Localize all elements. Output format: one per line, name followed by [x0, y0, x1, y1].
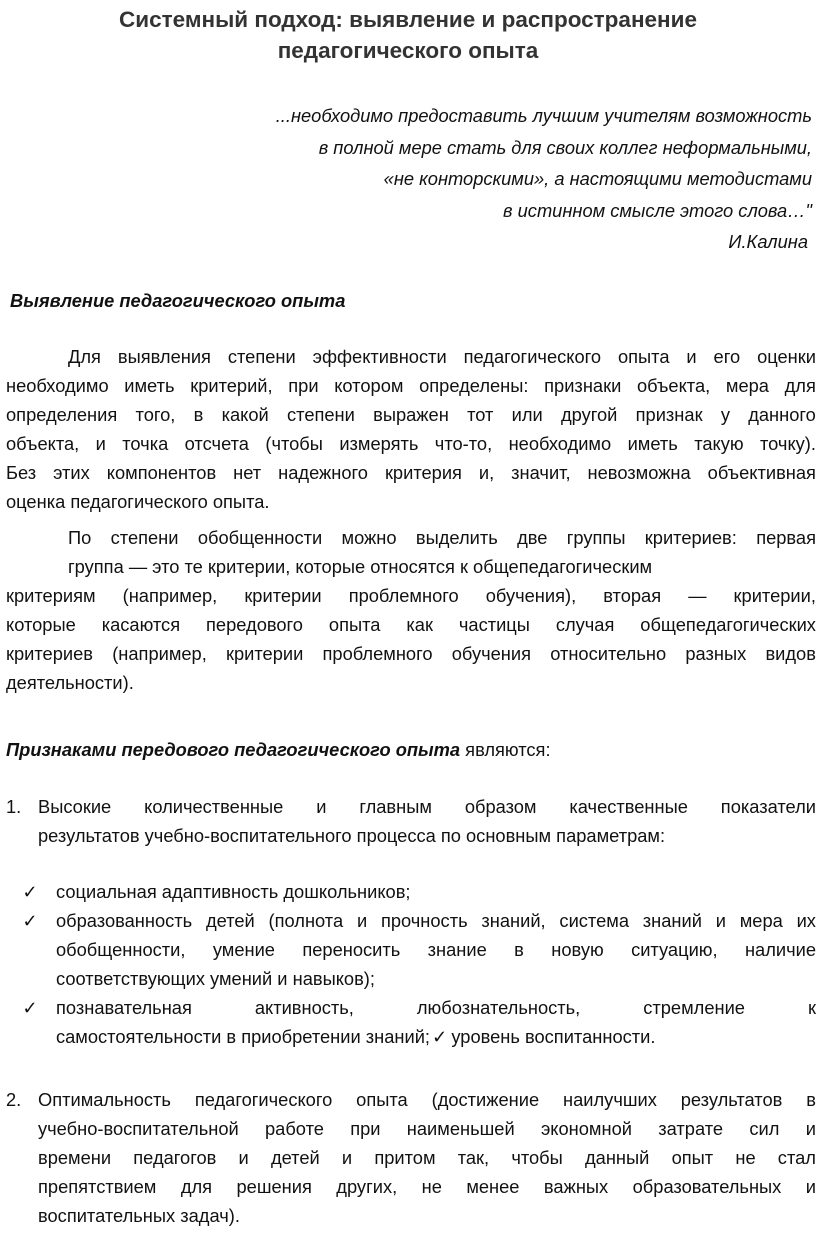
- word: не: [421, 1176, 442, 1197]
- word: образованность: [56, 910, 193, 931]
- checklist-item: [20, 906, 816, 993]
- word: Для: [68, 346, 101, 367]
- word: активность,: [254, 997, 354, 1018]
- paragraph-line: [56, 1022, 816, 1051]
- checkmark-icon: ✓: [22, 997, 38, 1018]
- item-number: 1.: [6, 796, 22, 817]
- word: относительно: [550, 643, 667, 664]
- word: времени: [38, 1147, 112, 1168]
- word: (например,: [122, 585, 218, 606]
- word: измерять: [339, 433, 419, 454]
- word: в: [806, 1089, 816, 1110]
- word: иметь: [124, 375, 175, 396]
- document-title: [0, 4, 816, 66]
- paragraph-line: [38, 1114, 816, 1143]
- paragraph-line: [6, 371, 816, 400]
- word: нет: [233, 462, 262, 483]
- word: такую: [694, 433, 744, 454]
- paragraph-line: [6, 342, 816, 371]
- paragraph-line: [6, 523, 816, 552]
- checkmark-icon: ✓: [432, 1026, 448, 1047]
- word: обучения),: [485, 585, 577, 606]
- word: группы: [566, 527, 626, 548]
- word: случая: [555, 614, 615, 635]
- word: работе: [265, 1118, 324, 1139]
- word: Оптимальность: [38, 1089, 171, 1110]
- word: этих: [53, 462, 90, 483]
- paragraph-line: [56, 906, 816, 935]
- word: обучения: [451, 643, 531, 664]
- word: степени: [287, 404, 355, 425]
- word: в: [193, 404, 204, 425]
- epigraph-line: «не конторскими», а настоящими методистами: [383, 168, 812, 189]
- word: критериям: [6, 585, 96, 606]
- word: Без: [6, 462, 37, 483]
- word: менее: [466, 1176, 520, 1197]
- word: По: [68, 527, 92, 548]
- paragraph-groups: [6, 523, 816, 697]
- word: педагогического: [463, 346, 602, 367]
- item-content: [38, 792, 816, 850]
- word: выделить: [415, 527, 498, 548]
- word: прочность: [380, 910, 468, 931]
- word: и: [715, 910, 726, 931]
- word: выражен: [373, 404, 449, 425]
- word: умение: [212, 939, 275, 960]
- item-content: [38, 1085, 816, 1230]
- word: компонентов: [106, 462, 217, 483]
- paragraph-criteria: [6, 342, 816, 516]
- word: и: [805, 1176, 816, 1197]
- word: какой: [221, 404, 269, 425]
- word: показатели: [720, 796, 816, 817]
- checklist-item: [20, 993, 816, 1051]
- word: любознательность,: [416, 997, 581, 1018]
- word: опыт: [671, 1147, 714, 1168]
- paragraph-line: [38, 792, 816, 821]
- word: критерии,: [733, 585, 816, 606]
- word: обобщенности,: [56, 939, 186, 960]
- word: для: [784, 375, 816, 396]
- features-heading-emphasis: Признаками передового педагогического опыта: [6, 739, 461, 760]
- word: тот: [467, 404, 494, 425]
- word: при: [350, 1118, 381, 1139]
- word: препятствием: [38, 1176, 157, 1197]
- word: обобщенности: [197, 527, 323, 548]
- word: не: [735, 1147, 756, 1168]
- paragraph-line: [6, 639, 816, 668]
- word: котором: [334, 375, 404, 396]
- word: так,: [457, 1147, 490, 1168]
- word: экономной: [540, 1118, 632, 1139]
- word: (чтобы: [265, 433, 323, 454]
- word: как: [406, 614, 433, 635]
- word: значит,: [511, 462, 571, 483]
- word: главным: [359, 796, 432, 817]
- word: вторая: [603, 585, 662, 606]
- paragraph-line: [6, 610, 816, 639]
- paragraph-line: оценка педагогического опыта.: [6, 491, 270, 512]
- word: при: [288, 375, 319, 396]
- title-line: Системный подход: выявление и распространение: [119, 7, 697, 32]
- paragraph-line: [56, 935, 816, 964]
- word: к: [807, 997, 816, 1018]
- paragraph-line: деятельности).: [6, 672, 134, 693]
- word: что-то,: [434, 433, 493, 454]
- word: его: [713, 346, 741, 367]
- word: видов: [765, 643, 816, 664]
- word: критериев:: [644, 527, 737, 548]
- word: критериев: [6, 643, 93, 664]
- word: детей: [270, 1147, 320, 1168]
- word: надежного: [278, 462, 368, 483]
- word: критерии: [244, 585, 322, 606]
- word: степени: [227, 346, 296, 367]
- word: общепедагогических: [640, 614, 816, 635]
- paragraph-line: [38, 1172, 816, 1201]
- word: частицы: [458, 614, 530, 635]
- features-heading-rest: являются:: [460, 739, 551, 760]
- word: детей: [205, 910, 255, 931]
- line-text: уровень воспитанности.: [451, 1026, 656, 1047]
- word: проблемного: [348, 585, 459, 606]
- word: наилучших: [563, 1089, 657, 1110]
- word: иметь: [627, 433, 678, 454]
- word: количественные: [144, 796, 284, 817]
- word: оценки: [757, 346, 816, 367]
- word: объективная: [707, 462, 816, 483]
- word: первая: [756, 527, 816, 548]
- paragraph-line: группа — это те критерии, которые относятся к общепедагогическим: [68, 556, 653, 577]
- paragraph-line: [38, 1143, 816, 1172]
- word: важных: [543, 1176, 609, 1197]
- title-line: педагогического опыта: [277, 38, 539, 63]
- word: новую: [551, 939, 604, 960]
- word: и: [238, 1147, 249, 1168]
- paragraph-line: соответствующих умений и навыков);: [56, 968, 375, 989]
- word: опыта: [617, 346, 670, 367]
- section-heading: Выявление педагогического опыта: [10, 290, 346, 311]
- word: две: [517, 527, 548, 548]
- word: проблемного: [322, 643, 433, 664]
- paragraph-line: [6, 458, 816, 487]
- word: в: [514, 939, 524, 960]
- word: (например,: [112, 643, 207, 664]
- paragraph-line: [6, 429, 816, 458]
- line-text: самостоятельности в приобретении знаний;: [56, 1026, 431, 1047]
- word: и: [316, 796, 327, 817]
- word: необходимо: [6, 375, 109, 396]
- word: объекта,: [6, 433, 80, 454]
- paragraph-line: [6, 581, 816, 610]
- word: затрате: [658, 1118, 724, 1139]
- word: невозможна: [587, 462, 691, 483]
- word: точку).: [759, 433, 816, 454]
- word: данный: [584, 1147, 650, 1168]
- word: Высокие: [38, 796, 112, 817]
- word: признаки: [544, 375, 622, 396]
- word: учебно-воспитательной: [38, 1118, 239, 1139]
- word: можно: [341, 527, 397, 548]
- word: их: [796, 910, 816, 931]
- word: и: [356, 910, 368, 931]
- word: стремление: [643, 997, 745, 1018]
- checklist: [20, 877, 816, 1051]
- epigraph-author: И.Калина: [728, 231, 808, 252]
- word: (полнота: [268, 910, 344, 931]
- word: и: [805, 1118, 816, 1139]
- word: разных: [685, 643, 747, 664]
- word: и,: [478, 462, 495, 483]
- word: или: [511, 404, 543, 425]
- epigraph-line: ...необходимо предоставить лучшим учителям возможность: [275, 105, 812, 126]
- word: того,: [135, 404, 176, 425]
- word: качественные: [569, 796, 688, 817]
- word: мера: [739, 910, 783, 931]
- item-number: 2.: [6, 1089, 22, 1110]
- features-heading: [6, 735, 551, 764]
- word: и: [95, 433, 106, 454]
- word: и: [341, 1147, 353, 1168]
- word: передового: [206, 614, 303, 635]
- epigraph-line: в истинном смысле этого слова…": [503, 199, 812, 221]
- word: ситуацию,: [631, 939, 718, 960]
- word: выявления: [117, 346, 211, 367]
- word: знание: [427, 939, 487, 960]
- word: решения: [236, 1176, 312, 1197]
- word: опыта: [328, 614, 381, 635]
- word: точка: [122, 433, 169, 454]
- paragraph-line: социальная адаптивность дошкольников;: [56, 881, 411, 902]
- epigraph: [172, 100, 812, 258]
- word: критерий,: [190, 375, 273, 396]
- word: педагогов: [133, 1147, 217, 1168]
- word: определены:: [419, 375, 529, 396]
- word: результатов: [680, 1089, 783, 1110]
- word: чтобы: [511, 1147, 563, 1168]
- checklist-item: [20, 877, 816, 906]
- word: сил: [749, 1118, 780, 1139]
- paragraph-line: [38, 1085, 816, 1114]
- word: образом: [464, 796, 537, 817]
- word: и: [686, 346, 697, 367]
- word: система: [559, 910, 629, 931]
- paragraph-line: [56, 993, 816, 1022]
- word: знаний,: [481, 910, 546, 931]
- word: (достижение: [431, 1089, 540, 1110]
- checkmark-icon: ✓: [22, 881, 38, 902]
- word: образовательных: [632, 1176, 782, 1197]
- paragraph-line: результатов учебно-воспитательного процесса по основным параметрам:: [38, 825, 666, 846]
- word: знаний: [642, 910, 702, 931]
- checkmark-icon: ✓: [22, 910, 38, 931]
- word: критерия: [384, 462, 462, 483]
- word: определения: [6, 404, 118, 425]
- word: признак: [635, 404, 703, 425]
- word: другой: [560, 404, 618, 425]
- word: мера: [725, 375, 769, 396]
- word: переносить: [302, 939, 401, 960]
- word: других,: [336, 1176, 398, 1197]
- word: отсчета: [184, 433, 249, 454]
- word: необходимо: [508, 433, 612, 454]
- word: —: [688, 585, 707, 606]
- word: степени: [110, 527, 179, 548]
- word: критерии: [226, 643, 304, 664]
- word: наличие: [744, 939, 816, 960]
- word: познавательная: [56, 997, 192, 1018]
- word: у: [720, 404, 730, 425]
- word: данного: [748, 404, 816, 425]
- paragraph-line: воспитательных задач).: [38, 1205, 240, 1226]
- word: наименьшей: [406, 1118, 515, 1139]
- word: эффективности: [312, 346, 447, 367]
- paragraph-line: [6, 400, 816, 429]
- word: притом: [374, 1147, 436, 1168]
- word: которые: [6, 614, 76, 635]
- word: педагогического: [194, 1089, 333, 1110]
- word: для: [180, 1176, 213, 1197]
- word: опыта: [356, 1089, 408, 1110]
- word: стал: [777, 1147, 816, 1168]
- word: касаются: [101, 614, 181, 635]
- epigraph-line: в полной мере стать для своих коллег неформальными,: [318, 136, 812, 158]
- word: объекта,: [636, 375, 711, 396]
